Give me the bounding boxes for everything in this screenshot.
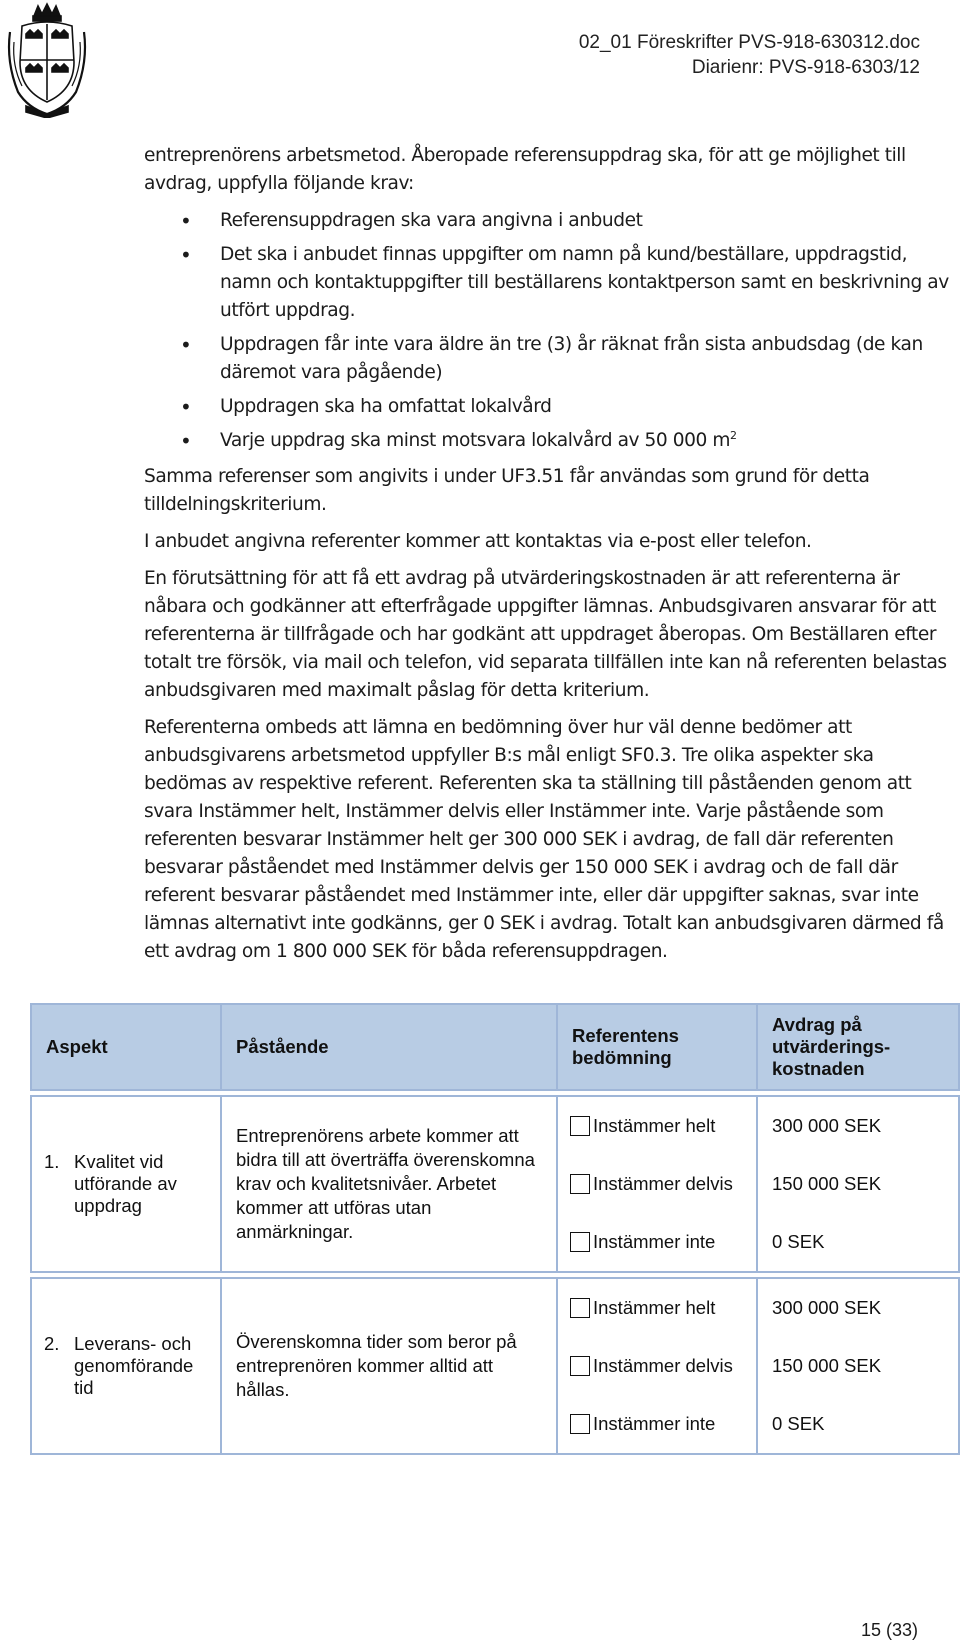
diarienummer: Diarienr: PVS-918-6303/12	[691, 57, 920, 78]
deduction-amount: 0 SEK	[772, 1413, 825, 1434]
row-number: 1.	[44, 1151, 60, 1172]
coat-of-arms-logo	[4, 2, 90, 118]
row-number: 2.	[44, 1333, 60, 1354]
option-label: Instämmer inte	[593, 1413, 716, 1434]
header-pastaende: Påstående	[221, 1004, 557, 1090]
deduction-amount: 0 SEK	[772, 1231, 825, 1252]
option-label: Instämmer inte	[593, 1231, 716, 1252]
paragraph: I anbudet angivna referenter kommer att kontaktas via e-post eller telefon.	[144, 531, 812, 552]
paragraph: En förutsättning för att få ett avdrag på utvärderingskostnaden är att referenterna är nåbara och godkänner att efterfrågade uppgifter lämnas. Anbudsgivaren ansvarar för att referenterna är tillfrågade och har godkänt att uppdraget åberopas. Om Beställaren efter totalt tre försök, via mail och telefon, vid separata tillfällen inte kan nå referenten belastas anbudsgivaren med maximalt påslag för detta kriterium.	[144, 568, 947, 701]
list-item	[144, 427, 954, 455]
deduction-cell	[757, 1278, 959, 1454]
intro-paragraph: entreprenörens arbetsmetod. Åberopade referensuppdrag ska, för att ge möjlighet till avdrag, uppfylla följande krav:	[144, 145, 906, 194]
checkbox[interactable]	[570, 1232, 590, 1252]
assessment-cell	[557, 1096, 757, 1272]
option-instammer-inte[interactable]	[558, 1213, 756, 1271]
list-item: • Uppdragen ska ha omfattat lokalvård	[144, 393, 954, 421]
list-item: • Referensuppdragen ska vara angivna i anbudet	[144, 207, 954, 235]
deduction-amount: 300 000 SEK	[772, 1297, 882, 1318]
header-avdrag: Avdrag på utvärderings-kostnaden	[757, 1004, 959, 1090]
aspect-text: Leverans- och genomförande tid	[74, 1333, 194, 1398]
checkbox[interactable]	[570, 1116, 590, 1136]
option-instammer-inte[interactable]	[558, 1395, 756, 1453]
header-bedomning: Referentens bedömning	[557, 1004, 757, 1090]
checkbox[interactable]	[570, 1298, 590, 1318]
document-header	[579, 30, 920, 80]
claim-cell: Överenskomna tider som beror på entreprenören kommer alltid att hållas.	[221, 1278, 557, 1454]
list-item-text: Varje uppdrag ska minst motsvara lokalvård av 50 000 m	[220, 430, 731, 451]
deduction-amount: 150 000 SEK	[772, 1355, 882, 1376]
page-number: 15 (33)	[860, 1620, 918, 1640]
option-instammer-delvis[interactable]	[558, 1337, 756, 1395]
paragraph: Referenterna ombeds att lämna en bedömning över hur väl denne bedömer att anbudsgivarens arbetsmetod uppfyller B:s mål enligt SF0.3. Tre olika aspekter ska bedömas av respektive referent. Referenten ska ta ställning till påståenden genom att svara Instämmer helt, Instämmer delvis eller Instämmer inte. Varje påstående som referenten besvarar Instämmer helt ger 300 000 SEK i avdrag, de fall där referenten besvarar påståendet med Instämmer delvis ger 150 000 SEK i avdrag och de fall där referent besvarar påståendet med Instämmer inte, eller där uppgifter saknas, svar inte lämnas alternativt inte godkänns, ger 0 SEK i avdrag. Totalt kan anbudsgivaren därmed få ett avdrag om 1 800 000 SEK för båda referensuppdragen.	[144, 717, 944, 962]
list-item: • Uppdragen får inte vara äldre än tre (3) år räknat från sista anbudsdag (de kan däremot vara pågående)	[144, 331, 954, 387]
option-label: Instämmer helt	[593, 1297, 716, 1318]
table-row	[31, 1278, 959, 1454]
deduction-amount: 150 000 SEK	[772, 1173, 882, 1194]
superscript: 2	[730, 428, 737, 442]
option-label: Instämmer helt	[593, 1115, 716, 1136]
aspect-text: Kvalitet vid utförande av uppdrag	[74, 1151, 177, 1216]
header-aspekt: Aspekt	[31, 1004, 221, 1090]
paragraph: Samma referenser som angivits i under UF3.51 får användas som grund för detta tilldelningskriterium.	[144, 466, 870, 515]
deduction-cell	[757, 1096, 959, 1272]
option-label: Instämmer delvis	[593, 1173, 733, 1194]
option-instammer-delvis[interactable]	[558, 1155, 756, 1213]
document-filename: 02_01 Föreskrifter PVS-918-630312.doc	[578, 32, 920, 53]
requirements-list	[144, 207, 954, 455]
document-body	[144, 142, 954, 975]
checkbox[interactable]	[570, 1356, 590, 1376]
deduction-amount: 300 000 SEK	[772, 1115, 882, 1136]
claim-cell: Entreprenörens arbete kommer att bidra till att överträffa överenskomna krav och kvalitetsnivåer. Arbetet kommer att utföras utan anmärkningar.	[221, 1096, 557, 1272]
table-header-row	[31, 1004, 959, 1090]
table-row	[31, 1096, 959, 1272]
aspect-cell	[31, 1096, 221, 1272]
list-item: • Det ska i anbudet finnas uppgifter om namn på kund/beställare, uppdragstid, namn och kontaktuppgifter till beställarens kontaktperson samt en beskrivning av utfört uppdrag.	[144, 241, 954, 325]
option-label: Instämmer delvis	[593, 1355, 733, 1376]
aspect-cell	[31, 1278, 221, 1454]
evaluation-table	[30, 1003, 960, 1455]
option-instammer-helt[interactable]	[558, 1097, 756, 1155]
option-instammer-helt[interactable]	[558, 1279, 756, 1337]
checkbox[interactable]	[570, 1414, 590, 1434]
checkbox[interactable]	[570, 1174, 590, 1194]
assessment-cell	[557, 1278, 757, 1454]
